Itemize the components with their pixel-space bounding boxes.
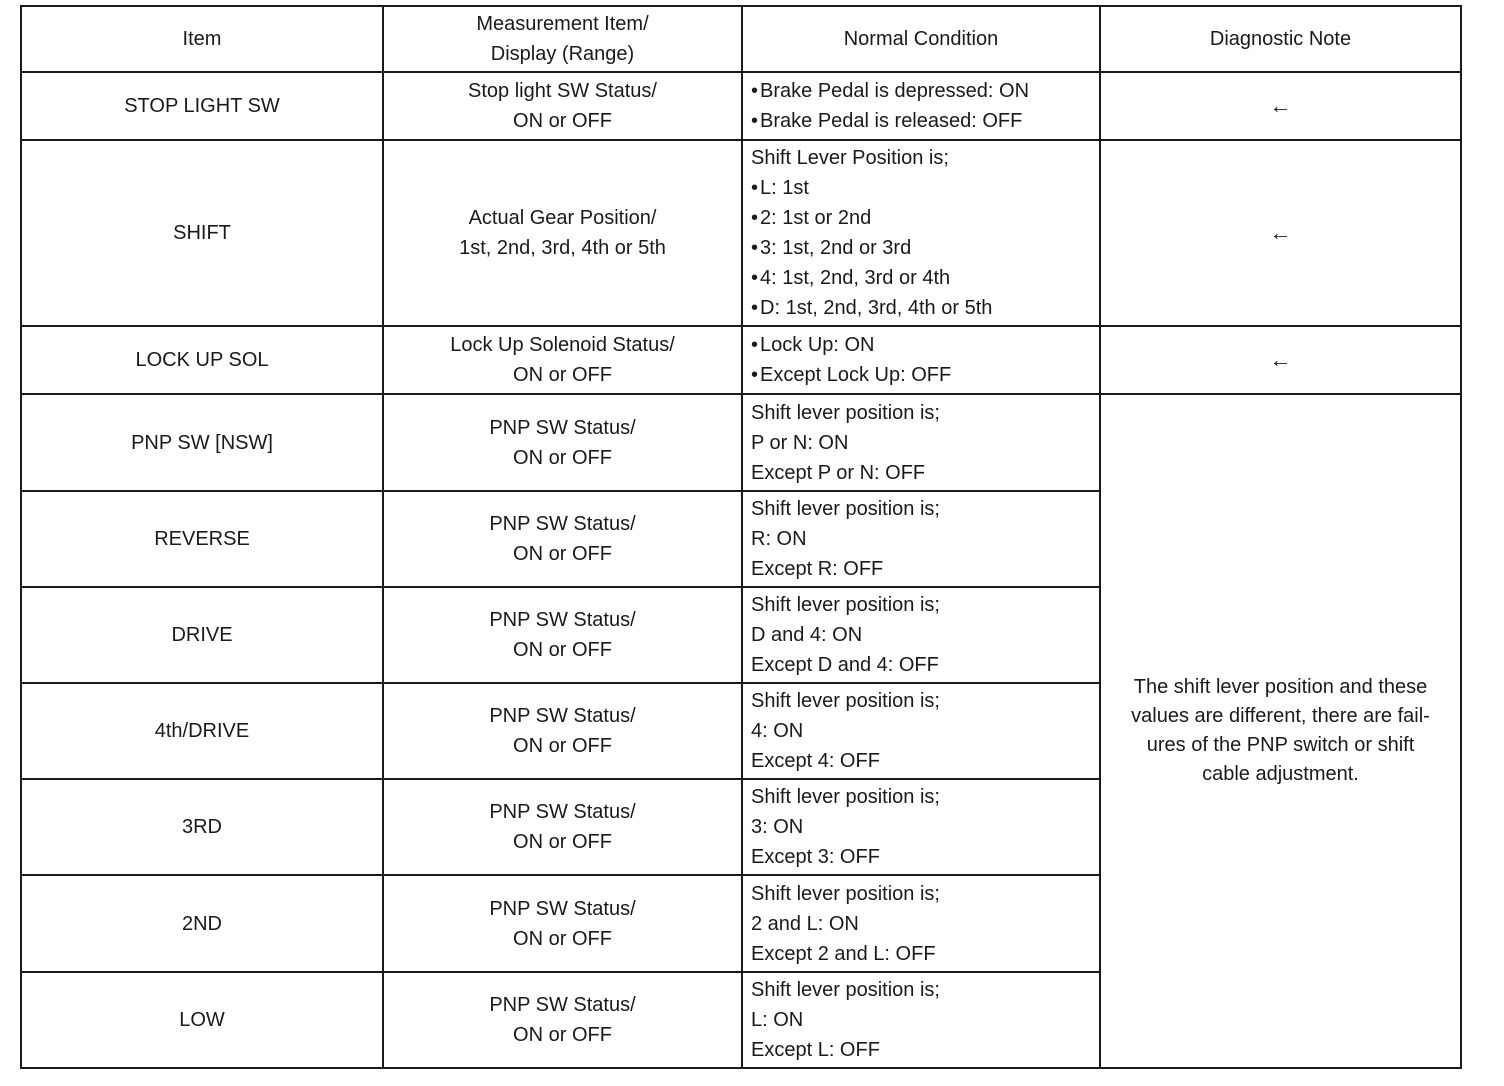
measurement-line: 1st, 2nd, 3rd, 4th or 5th: [459, 237, 666, 259]
same-as-left-arrow: ←: [1100, 72, 1461, 140]
condition-line: Except L: OFF: [751, 1039, 880, 1061]
note-line: cable adjustment.: [1202, 763, 1359, 785]
condition-line: R: ON: [751, 528, 807, 550]
condition-line: • Brake Pedal is depressed: ON: [751, 76, 1099, 106]
condition-line: Shift lever position is;: [751, 498, 940, 520]
same-as-left-arrow: ←: [1100, 140, 1461, 326]
measurement-cell: [383, 972, 742, 1068]
condition-line: Except D and 4: OFF: [751, 654, 939, 676]
header-measurement: [383, 6, 742, 72]
measurement-line: Stop light SW Status/: [468, 80, 657, 102]
header-row: [21, 6, 1461, 72]
item-cell: LOCK UP SOL: [21, 326, 383, 394]
header-normal-condition: Normal Condition: [742, 6, 1100, 72]
condition-line: D and 4: ON: [751, 624, 863, 646]
note-line: The shift lever position and these: [1133, 676, 1428, 698]
item-cell: LOW: [21, 972, 383, 1068]
item-cell: 2ND: [21, 875, 383, 972]
condition-line: • Except Lock Up: OFF: [751, 360, 1099, 390]
condition-line: • Lock Up: ON: [751, 330, 1099, 360]
table-row: [21, 394, 1461, 491]
measurement-line: PNP SW Status/: [489, 513, 636, 535]
measurement-line: PNP SW Status/: [489, 609, 636, 631]
note-line: values are different, there are fail-: [1131, 705, 1430, 727]
condition-line: • 4: 1st, 2nd, 3rd or 4th: [751, 263, 1099, 293]
table-row: [21, 72, 1461, 140]
shared-diagnostic-note: [1100, 394, 1461, 1068]
condition-line: 2 and L: ON: [751, 912, 859, 935]
measurement-line: ON or OFF: [513, 446, 612, 469]
condition-line: Shift lever position is;: [751, 594, 940, 616]
condition-cell: [742, 972, 1100, 1068]
item-cell: REVERSE: [21, 491, 383, 587]
condition-cell: [742, 140, 1100, 326]
condition-line: Shift Lever Position is;: [751, 147, 949, 169]
condition-line: Shift lever position is;: [751, 786, 940, 808]
measurement-cell: [383, 491, 742, 587]
condition-cell: [742, 72, 1100, 140]
measurement-cell: [383, 779, 742, 875]
item-cell: 3RD: [21, 779, 383, 875]
condition-cell: [742, 491, 1100, 587]
condition-line: Except 2 and L: OFF: [751, 942, 936, 965]
condition-cell: [742, 683, 1100, 779]
condition-cell: [742, 779, 1100, 875]
condition-line: Except P or N: OFF: [751, 461, 926, 484]
condition-line: L: ON: [751, 1009, 804, 1031]
measurement-line: PNP SW Status/: [489, 994, 636, 1016]
measurement-line: ON or OFF: [513, 543, 612, 565]
item-cell: PNP SW [NSW]: [21, 394, 383, 491]
condition-line: • L: 1st: [751, 173, 1099, 203]
measurement-line: PNP SW Status/: [489, 897, 636, 920]
condition-line: Shift lever position is;: [751, 690, 940, 712]
header-diagnostic-note: Diagnostic Note: [1100, 6, 1461, 72]
measurement-line: ON or OFF: [513, 1024, 612, 1046]
measurement-line: PNP SW Status/: [489, 705, 636, 727]
condition-line: Shift lever position is;: [751, 979, 940, 1001]
item-cell: 4th/DRIVE: [21, 683, 383, 779]
measurement-line: PNP SW Status/: [489, 416, 636, 439]
measurement-line: ON or OFF: [513, 364, 612, 386]
condition-line: Except 3: OFF: [751, 846, 880, 868]
table-row: [21, 140, 1461, 326]
item-cell: SHIFT: [21, 140, 383, 326]
condition-line: • 3: 1st, 2nd or 3rd: [751, 233, 1099, 263]
condition-line: Shift lever position is;: [751, 401, 940, 424]
condition-cell: [742, 326, 1100, 394]
measurement-cell: [383, 683, 742, 779]
measurement-cell: [383, 140, 742, 326]
condition-cell: [742, 875, 1100, 972]
measurement-line: ON or OFF: [513, 831, 612, 853]
same-as-left-arrow: ←: [1100, 326, 1461, 394]
header-measurement-line: Display (Range): [490, 43, 635, 65]
note-line: ures of the PNP switch or shift: [1146, 734, 1415, 756]
condition-line: • 2: 1st or 2nd: [751, 203, 1099, 233]
measurement-cell: [383, 72, 742, 140]
measurement-line: ON or OFF: [513, 110, 612, 132]
item-cell: STOP LIGHT SW: [21, 72, 383, 140]
measurement-cell: [383, 587, 742, 683]
condition-line: Except R: OFF: [751, 558, 884, 580]
measurement-line: Lock Up Solenoid Status/: [450, 334, 675, 356]
header-item: Item: [21, 6, 383, 72]
condition-line: Shift lever position is;: [751, 882, 940, 905]
condition-cell: [742, 394, 1100, 491]
header-measurement-line: Measurement Item/: [476, 13, 649, 35]
measurement-line: Actual Gear Position/: [468, 207, 657, 229]
table-row: [21, 326, 1461, 394]
condition-line: Except 4: OFF: [751, 750, 880, 772]
measurement-cell: [383, 394, 742, 491]
condition-line: P or N: ON: [751, 431, 849, 454]
measurement-cell: [383, 326, 742, 394]
item-cell: DRIVE: [21, 587, 383, 683]
measurement-line: ON or OFF: [513, 927, 612, 950]
condition-line: 3: ON: [751, 816, 804, 838]
measurement-line: ON or OFF: [513, 639, 612, 661]
measurement-cell: [383, 875, 742, 972]
measurement-line: ON or OFF: [513, 735, 612, 757]
condition-line: • D: 1st, 2nd, 3rd, 4th or 5th: [751, 293, 1099, 323]
condition-line: 4: ON: [751, 720, 804, 742]
condition-line: • Brake Pedal is released: OFF: [751, 106, 1099, 136]
diagnostic-table: [20, 5, 1462, 1069]
measurement-line: PNP SW Status/: [489, 801, 636, 823]
condition-cell: [742, 587, 1100, 683]
